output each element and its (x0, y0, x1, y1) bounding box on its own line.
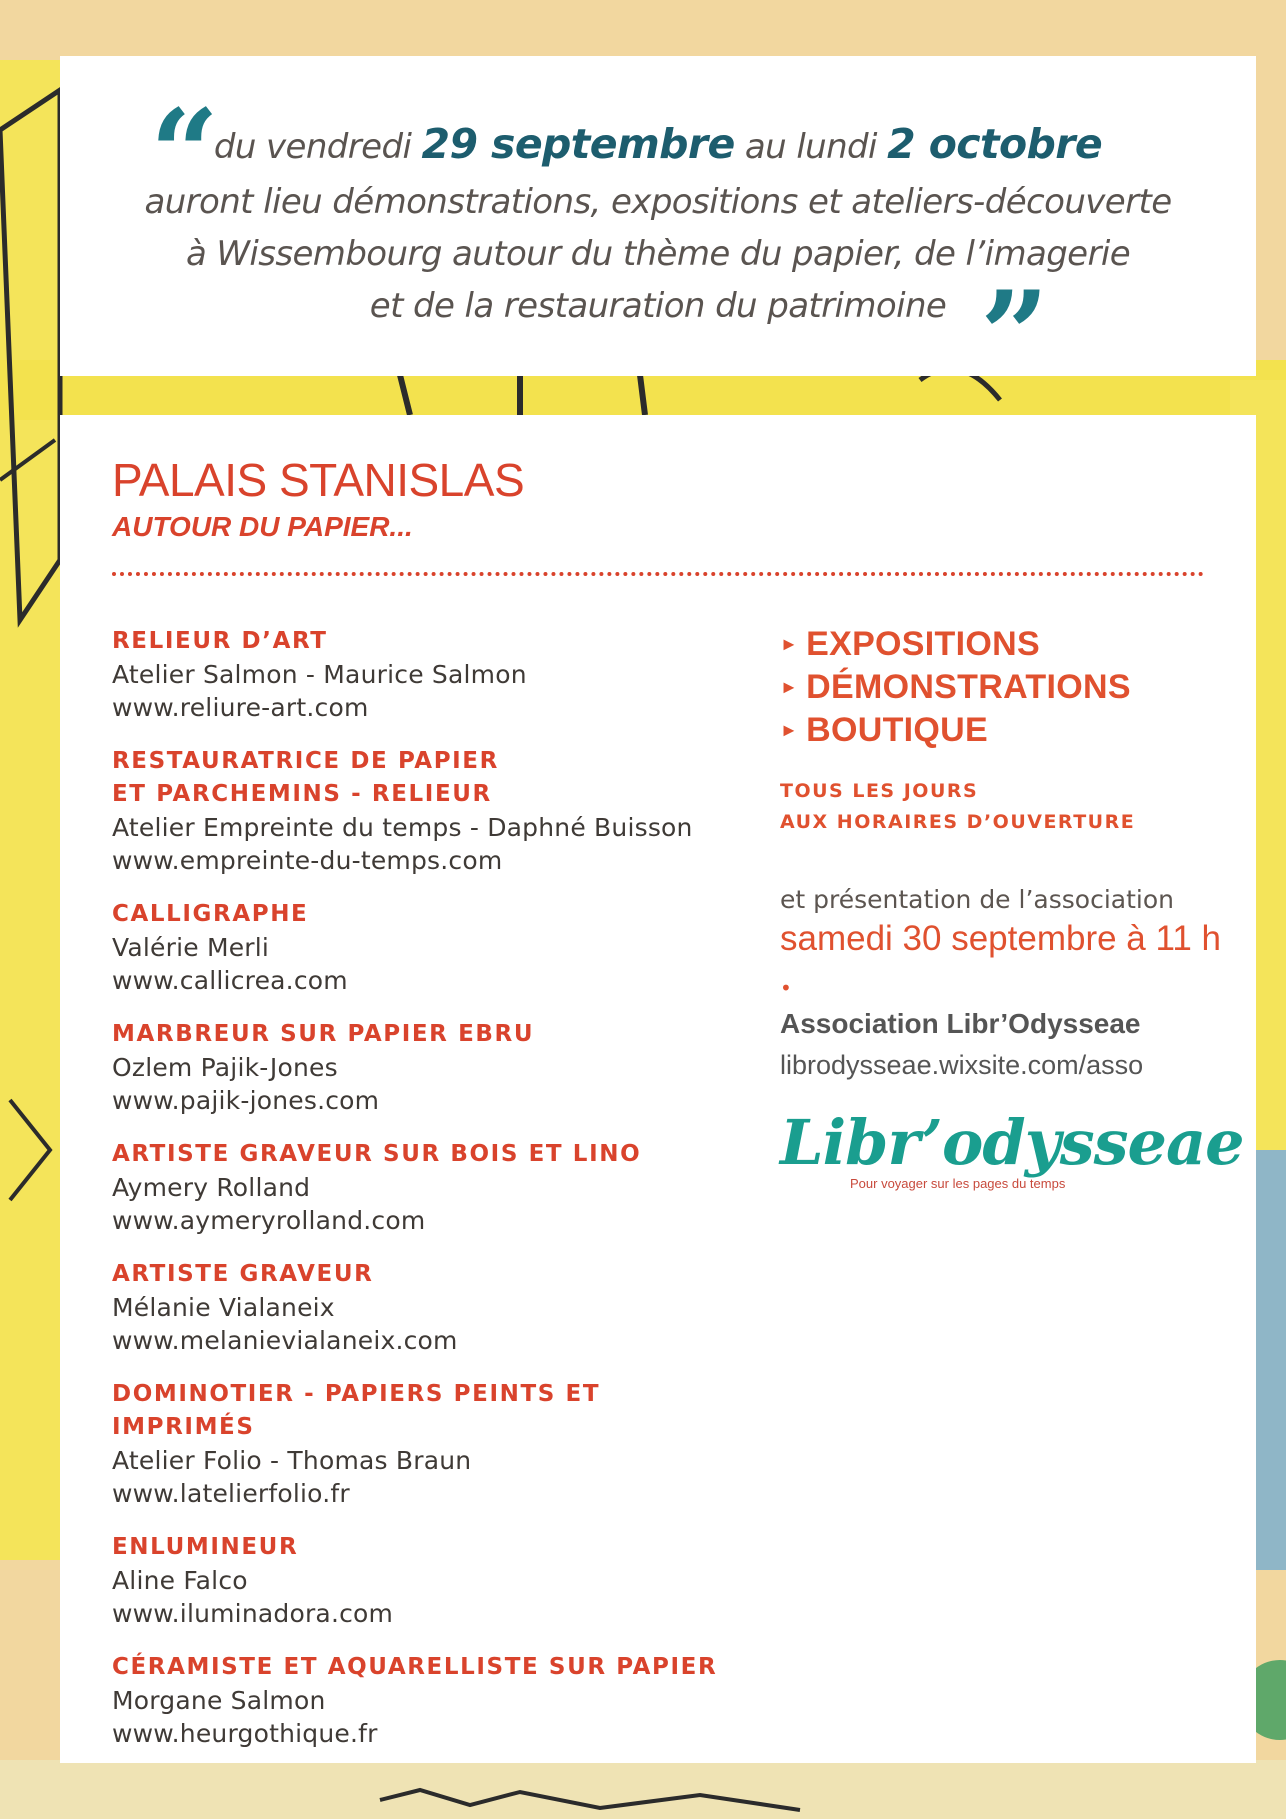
info-column (780, 623, 1244, 1191)
exhibitor-category: RESTAURATRICE DE PAPIER ET PARCHEMINS - RELIEUR (112, 748, 499, 807)
exhibitor-entry (112, 898, 732, 997)
exhibitor-website-link[interactable]: www.empreinte-du-temps.com (112, 846, 503, 875)
triangle-bullet-icon: ► (780, 634, 799, 654)
triangle-bullet-icon: ► (780, 677, 799, 697)
presentation-intro: et présentation de l’association (780, 885, 1174, 914)
exhibitor-entry (112, 1531, 732, 1630)
feature-item (780, 709, 1240, 752)
exhibitor-entry (112, 1018, 732, 1117)
exhibitor-website-link[interactable]: www.callicrea.com (112, 966, 348, 995)
exhibitor-category: MARBREUR SUR PAPIER EBRU (112, 1021, 535, 1047)
triangle-bullet-icon: ► (780, 720, 799, 740)
venue-title: PALAIS STANISLAS (112, 454, 525, 506)
dotted-divider (112, 572, 1204, 576)
quote-panel (60, 56, 1256, 406)
exhibitor-entry (112, 625, 732, 724)
exhibitor-name: Morgane Salmon (112, 1686, 326, 1715)
exhibitor-name: Aline Falco (112, 1566, 248, 1595)
feature-list (780, 623, 1240, 752)
association-name: Association Libr’Odysseae (780, 1008, 1141, 1039)
exhibitor-category: RELIEUR D’ART (112, 628, 328, 654)
exhibitor-website-link[interactable]: www.latelierfolio.fr (112, 1479, 350, 1508)
exhibitor-name: Aymery Rolland (112, 1173, 311, 1202)
end-date: 2 octobre (887, 120, 1103, 168)
exhibitor-list (112, 625, 732, 1771)
feature-label: DÉMONSTRATIONS (806, 668, 1131, 706)
bullet-dot: • (780, 976, 792, 1000)
quote-line-1-middle: au lundi (734, 127, 888, 167)
schedule-line-2: AUX HORAIRES D’OUVERTURE (780, 811, 1136, 833)
exhibitor-category: ARTISTE GRAVEUR SUR BOIS ET LINO (112, 1141, 642, 1167)
feature-label: EXPOSITIONS (806, 625, 1040, 663)
exhibitor-category: ENLUMINEUR (112, 1534, 299, 1560)
exhibitor-website-link[interactable]: www.melanievialaneix.com (112, 1326, 458, 1355)
exhibitor-name: Atelier Folio - Thomas Braun (112, 1446, 472, 1475)
association-logo (780, 1106, 1244, 1191)
exhibitor-website-link[interactable]: www.iluminadora.com (112, 1599, 394, 1628)
schedule-line-1: TOUS LES JOURS (780, 780, 979, 802)
main-panel (60, 415, 1256, 1763)
exhibitor-name: Atelier Empreinte du temps - Daphné Buisson (112, 813, 693, 842)
quote-line-1 (100, 118, 1216, 173)
closing-quote-mark: ” (980, 265, 1050, 406)
exhibitor-name: Mélanie Vialaneix (112, 1293, 335, 1322)
logo-wordmark: Libr’odysseae (780, 1106, 1244, 1179)
exhibitor-name: Ozlem Pajik-Jones (112, 1053, 338, 1082)
exhibitor-category: CALLIGRAPHE (112, 901, 309, 927)
exhibitor-category: DOMINOTIER - PAPIERS PEINTS ET IMPRIMÉS (112, 1381, 601, 1440)
presentation-date: samedi 30 septembre à 11 h (780, 919, 1222, 958)
exhibitor-entry (112, 1651, 732, 1750)
venue-subtitle: AUTOUR DU PAPIER... (112, 511, 413, 542)
exhibitor-name: Atelier Salmon - Maurice Salmon (112, 660, 527, 689)
exhibitor-name: Valérie Merli (112, 933, 270, 962)
exhibitor-website-link[interactable]: www.pajik-jones.com (112, 1086, 380, 1115)
logo-tagline: Pour voyager sur les pages du temps (850, 1176, 1066, 1191)
feature-item (780, 623, 1240, 666)
start-date: 29 septembre (421, 120, 735, 168)
exhibitor-website-link[interactable]: www.heurgothique.fr (112, 1719, 378, 1748)
association-website-link[interactable]: librodysseae.wixsite.com/asso (780, 1050, 1144, 1080)
quote-line-4: et de la restauration du patrimoine (369, 286, 947, 326)
opening-schedule (780, 776, 1240, 838)
feature-item (780, 666, 1240, 709)
exhibitor-entry (112, 1138, 732, 1237)
feature-label: BOUTIQUE (806, 711, 988, 749)
exhibitor-website-link[interactable]: www.reliure-art.com (112, 693, 369, 722)
exhibitor-entry (112, 745, 732, 877)
exhibitor-website-link[interactable]: www.aymeryrolland.com (112, 1206, 426, 1235)
quote-line-2: auront lieu démonstrations, expositions et ateliers-découverte (144, 182, 1172, 222)
exhibitor-category: ARTISTE GRAVEUR (112, 1261, 374, 1287)
quote-line-1-prefix: du vendredi (213, 127, 422, 167)
exhibitor-category: CÉRAMISTE ET AQUARELLISTE SUR PAPIER (112, 1654, 718, 1680)
exhibitor-entry (112, 1378, 732, 1510)
opening-quote-mark: “ (150, 83, 220, 224)
quote-line-3: à Wissembourg autour du thème du papier, de l’imagerie (185, 234, 1131, 274)
exhibitor-entry (112, 1258, 732, 1357)
